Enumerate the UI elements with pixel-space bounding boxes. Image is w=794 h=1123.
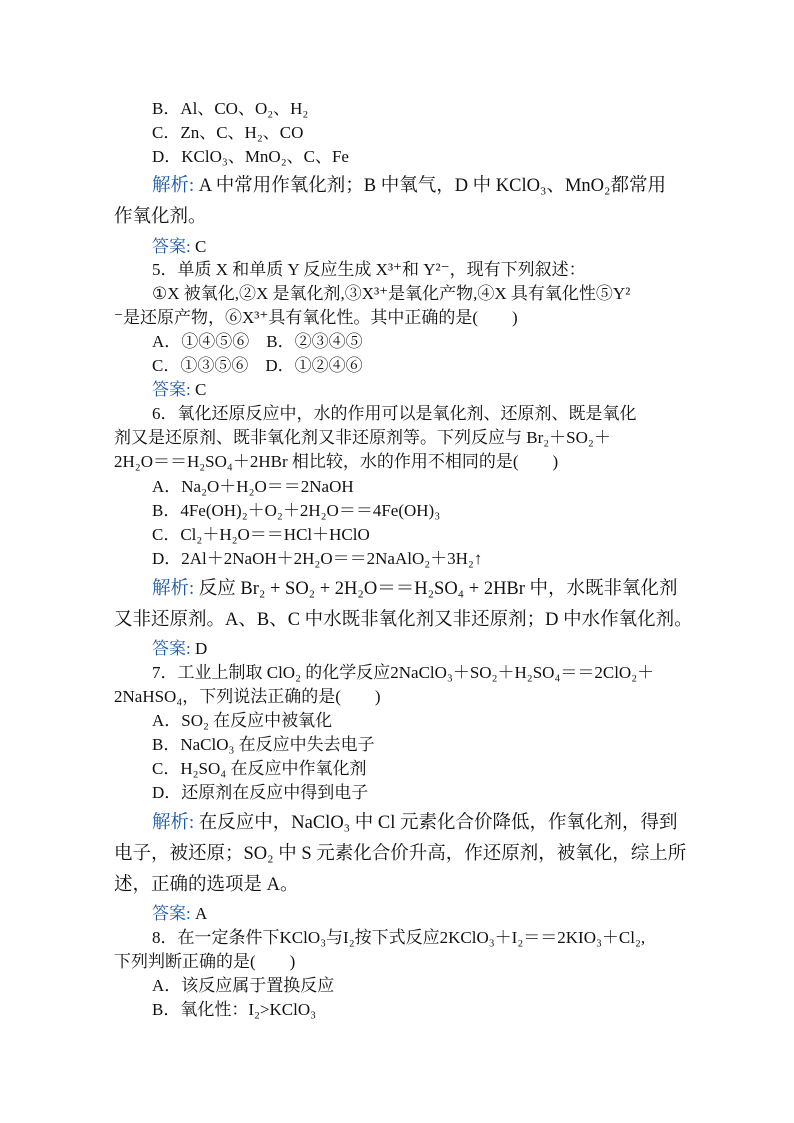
q6-stem-line-2: 剂又是还原剂、既非氧化剂又非还原剂等。下列反应与 Br₂＋SO₂＋ bbox=[114, 428, 611, 447]
q6-option-a: A．Na₂O＋H₂O＝＝2NaOH bbox=[152, 477, 354, 496]
q7-stem-line-1: 7．工业上制取 ClO₂ 的化学反应2NaClO₃＋SO₂＋H₂SO₄＝＝2ClO₂＋ bbox=[152, 663, 655, 682]
q6-option-d: D．2Al＋2NaOH＋2H₂O＝＝2NaAlO₂＋3H₂↑ bbox=[152, 549, 483, 568]
q7-option-d: D．还原剂在反应中得到电子 bbox=[152, 783, 369, 802]
q5-answer: 答案: C bbox=[152, 380, 207, 399]
q4-answer: 答案: C bbox=[152, 237, 207, 256]
q8-option-a: A．该反应属于置换反应 bbox=[152, 976, 335, 995]
q7-analysis-line-3: 述，正确的选项是 A。 bbox=[114, 875, 299, 895]
q6-option-c: C．Cl₂＋H₂O＝＝HCl＋HClO bbox=[152, 525, 370, 544]
q6-analysis-line-1: 解析: 反应 Br₂ + SO₂ + 2H₂O＝＝H₂SO₄ + 2HBr 中，水既非氧化剂 bbox=[152, 579, 678, 599]
q7-option-c: C．H₂SO₄ 在反应中作氧化剂 bbox=[152, 759, 367, 778]
q7-stem-line-2: 2NaHSO₄，下列说法正确的是( ) bbox=[114, 687, 381, 706]
answer-label: 答案: bbox=[152, 237, 191, 256]
q8-stem-line-1: 8．在一定条件下KClO₃与I₂按下式反应2KClO₃＋I₂＝＝2KIO₃＋Cl₂, bbox=[152, 928, 646, 947]
q7-analysis-line-2: 电子，被还原；SO₂ 中 S 元素化合价升高，作还原剂，被氧化，综上所 bbox=[114, 844, 687, 864]
q7-analysis-line-1: 解析: 在反应中，NaClO₃ 中 Cl 元素化合价降低，作氧化剂，得到 bbox=[152, 813, 678, 833]
answer-label: 答案: bbox=[152, 904, 191, 923]
q6-option-b: B．4Fe(OH)₂＋O₂＋2H₂O＝＝4Fe(OH)₃ bbox=[152, 501, 441, 520]
q4-option-d: D．KClO₃、MnO₂、C、Fe bbox=[152, 147, 349, 166]
q6-stem-line-1: 6．氧化还原反应中，水的作用可以是氧化剂、还原剂、既是氧化 bbox=[152, 404, 637, 423]
q5-statements-line-1: ①X 被氧化,②X 是氧化剂,③X³⁺是氧化产物,④X 具有氧化性⑤Y² bbox=[152, 284, 631, 303]
q8-option-b: B．氧化性：I₂>KClO₃ bbox=[152, 1000, 317, 1019]
q5-options-cd: C．①③⑤⑥ D．①②④⑥ bbox=[152, 356, 363, 375]
q5-options-ab: A．①④⑤⑥ B．②③④⑤ bbox=[152, 332, 363, 351]
answer-label: 答案: bbox=[152, 639, 191, 658]
q5-stem: 5．单质 X 和单质 Y 反应生成 X³⁺和 Y²⁻，现有下列叙述： bbox=[152, 260, 586, 279]
q7-option-a: A．SO₂ 在反应中被氧化 bbox=[152, 711, 333, 730]
q8-stem-line-2: 下列判断正确的是( ) bbox=[114, 952, 296, 971]
analysis-label: 解析: bbox=[152, 176, 195, 196]
q5-statements-line-2: ⁻是还原产物，⑥X³⁺具有氧化性。其中正确的是( ) bbox=[114, 308, 518, 327]
analysis-label: 解析: bbox=[152, 579, 195, 599]
q4-analysis-line-2: 作氧化剂。 bbox=[114, 207, 207, 227]
q4-option-b: B．Al、CO、O₂、H₂ bbox=[152, 99, 309, 118]
q6-stem-line-3: 2H₂O＝＝H₂SO₄＋2HBr 相比较，水的作用不相同的是( ) bbox=[114, 452, 559, 471]
analysis-label: 解析: bbox=[152, 813, 195, 833]
answer-label: 答案: bbox=[152, 380, 191, 399]
q6-analysis-line-2: 又非还原剂。A、B、C 中水既非氧化剂又非还原剂；D 中水作氧化剂。 bbox=[114, 610, 693, 630]
q7-option-b: B．NaClO₃ 在反应中失去电子 bbox=[152, 735, 375, 754]
q4-analysis-line-1: 解析: A 中常用作氧化剂；B 中氧气，D 中 KClO₃、MnO₂都常用 bbox=[152, 176, 666, 196]
q6-answer: 答案: D bbox=[152, 639, 208, 658]
q4-option-c: C．Zn、C、H₂、CO bbox=[152, 123, 304, 142]
q7-answer: 答案: A bbox=[152, 904, 208, 923]
